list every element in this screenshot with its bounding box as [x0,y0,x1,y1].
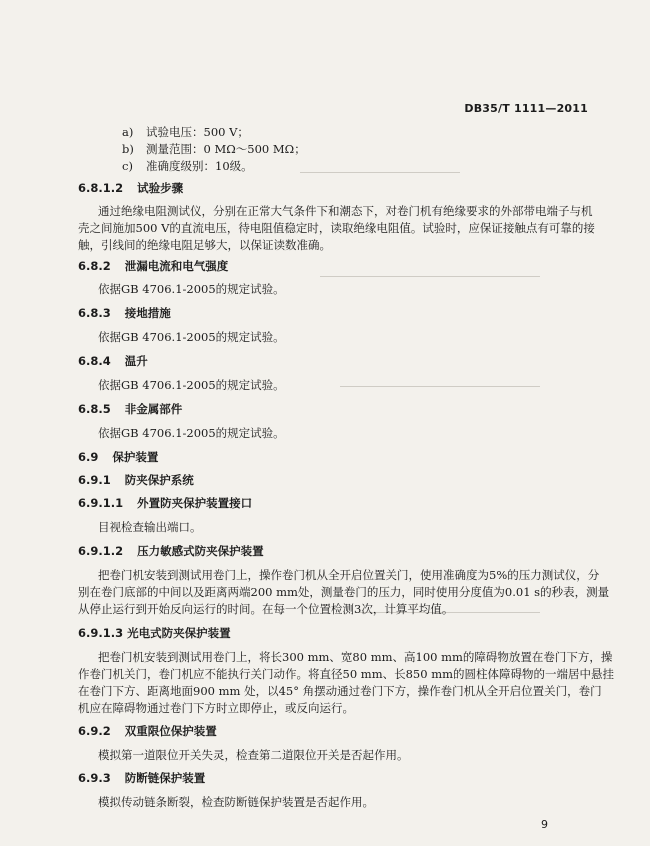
bleed-through-mark [320,276,540,277]
section-heading: 6.9.1.2 压力敏感式防夹保护装置 [78,544,264,558]
paragraph-line: 依据GB 4706.1-2005的规定试验。 [98,426,285,440]
paragraph-line: 把卷门机安装到测试用卷门上，将长300 mm、宽80 mm、高100 mm的障碍物放置在卷门下方，操 [98,650,613,664]
paragraph-line: 依据GB 4706.1-2005的规定试验。 [98,282,285,296]
page-number: 9 [541,818,548,831]
paragraph-line: 通过绝缘电阻测试仪，分别在正常大气条件下和潮态下，对卷门机有绝缘要求的外部带电端子与机 [98,204,593,218]
section-heading: 6.8.3 接地措施 [78,306,171,320]
paragraph-line: 模拟传动链条断裂，检查防断链保护装置是否起作用。 [98,795,374,809]
paragraph-line: 从停止运行到开始反向运行的时间。在每一个位置检测3次，计算平均值。 [78,602,454,616]
list-item: c) 准确度级别：10级。 [122,159,253,173]
section-heading: 6.9 保护装置 [78,450,159,464]
paragraph-line: 触，引线间的绝缘电阻足够大，以保证读数准确。 [78,238,331,252]
paragraph-line: 壳之间施加500 V的直流电压，待电阻值稳定时，读取绝缘电阻值。试验时，应保证接触点有可靠的接 [78,221,595,235]
paragraph-line: 模拟第一道限位开关失灵，检查第二道限位开关是否起作用。 [98,748,409,762]
paragraph-line: 在卷门下方、距离地面900 mm 处，以45° 角摆动通过卷门下方，操作卷门机从全开启位置关门，卷门 [78,684,602,698]
paragraph-line: 别在卷门底部的中间以及距离两端200 mm处，测量卷门的压力，同时使用分度值为0.01 s的秒表，测量 [78,585,610,599]
paragraph-line: 依据GB 4706.1-2005的规定试验。 [98,330,285,344]
paragraph-line: 机应在障碍物通过卷门下方时立即停止，或反向运行。 [78,701,354,715]
section-heading: 6.9.1.1 外置防夹保护装置接口 [78,496,253,510]
section-heading: 6.8.2 泄漏电流和电气强度 [78,259,229,273]
paragraph-line: 依据GB 4706.1-2005的规定试验。 [98,378,285,392]
section-heading: 6.8.4 温升 [78,354,148,368]
section-heading: 6.9.1 防夹保护系统 [78,473,194,487]
bleed-through-mark [300,172,460,173]
standard-number: DB35/T 1111—2011 [464,102,588,115]
paragraph-line: 把卷门机安装到测试用卷门上，操作卷门机从全开启位置关门，使用准确度为5%的压力测试仪，分 [98,568,600,582]
list-item: b) 测量范围：0 MΩ～500 MΩ； [122,142,306,156]
list-item: a) 试验电压：500 V； [122,125,249,139]
paragraph-line: 作卷门机关门，卷门机应不能执行关门动作。将直径50 mm、长850 mm的圆柱体障碍物的一端居中悬挂 [78,667,615,681]
section-heading: 6.8.1.2 试验步骤 [78,181,184,195]
section-heading: 6.8.5 非金属部件 [78,402,183,416]
bleed-through-mark [340,386,540,387]
section-heading: 6.9.3 防断链保护装置 [78,771,206,785]
section-heading: 6.9.2 双重限位保护装置 [78,724,217,738]
section-heading: 6.9.1.3 光电式防夹保护装置 [78,626,231,640]
paragraph-line: 目视检查输出端口。 [98,520,202,534]
